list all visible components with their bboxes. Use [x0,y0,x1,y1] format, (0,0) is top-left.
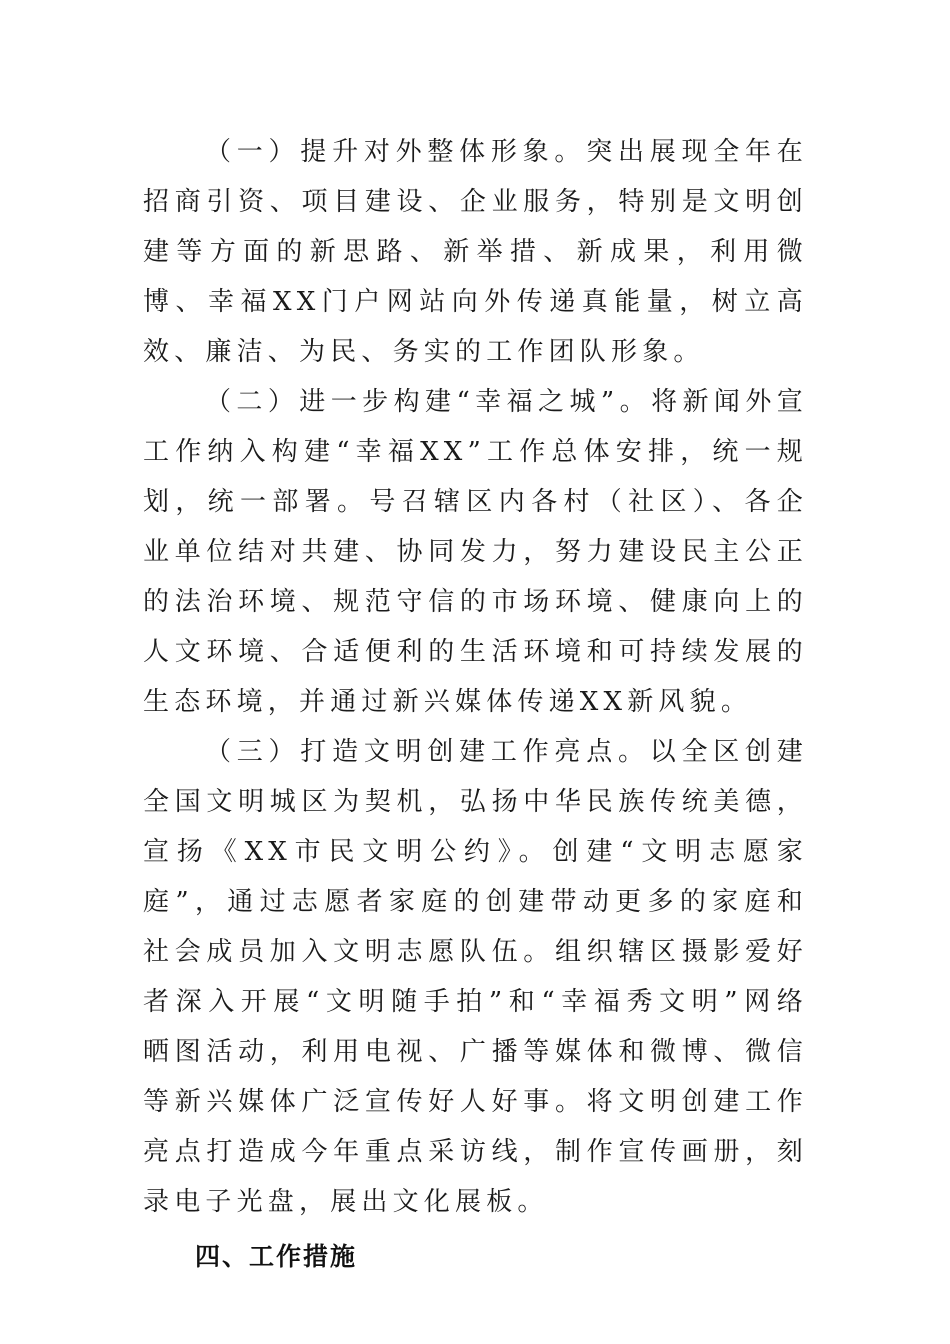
paragraph-3: （三）打造文明创建工作亮点。以全区创建全国文明城区为契机，弘扬中华民族传统美德，宣扬《XX市民文明公约》。创建“文明志愿家庭”，通过志愿者家庭的创建带动更多的家庭和社会成员加入文明志愿队伍。组织辖区摄影爱好者深入开展“文明随手拍”和“幸福秀文明”网络晒图活动，利用电视、广播等媒体和微博、微信等新兴媒体广泛宣传好人好事。将文明创建工作亮点打造成今年重点采访线，制作宣传画册，刻录电子光盘，展出文化展板。 [143,737,808,1217]
section-heading: 四、工作措施 [195,1242,358,1271]
paragraph-1: （一）提升对外整体形象。突出展现全年在招商引资、项目建设、企业服务，特别是文明创建等方面的新思路、新举措、新成果，利用微博、幸福XX门户网站向外传递真能量，树立高效、廉洁、为民、务实的工作团队形象。 [143,137,808,367]
document-body [143,127,808,1277]
paragraph-2: （二）进一步构建“幸福之城”。将新闻外宣工作纳入构建“幸福XX”工作总体安排，统一规划，统一部署。号召辖区内各村（社区）、各企业单位结对共建、协同发力，努力建设民主公正的法治环境、规范守信的市场环境、健康向上的人文环境、合适便利的生活环境和可持续发展的生态环境，并通过新兴媒体传递XX新风貌。 [143,387,808,717]
